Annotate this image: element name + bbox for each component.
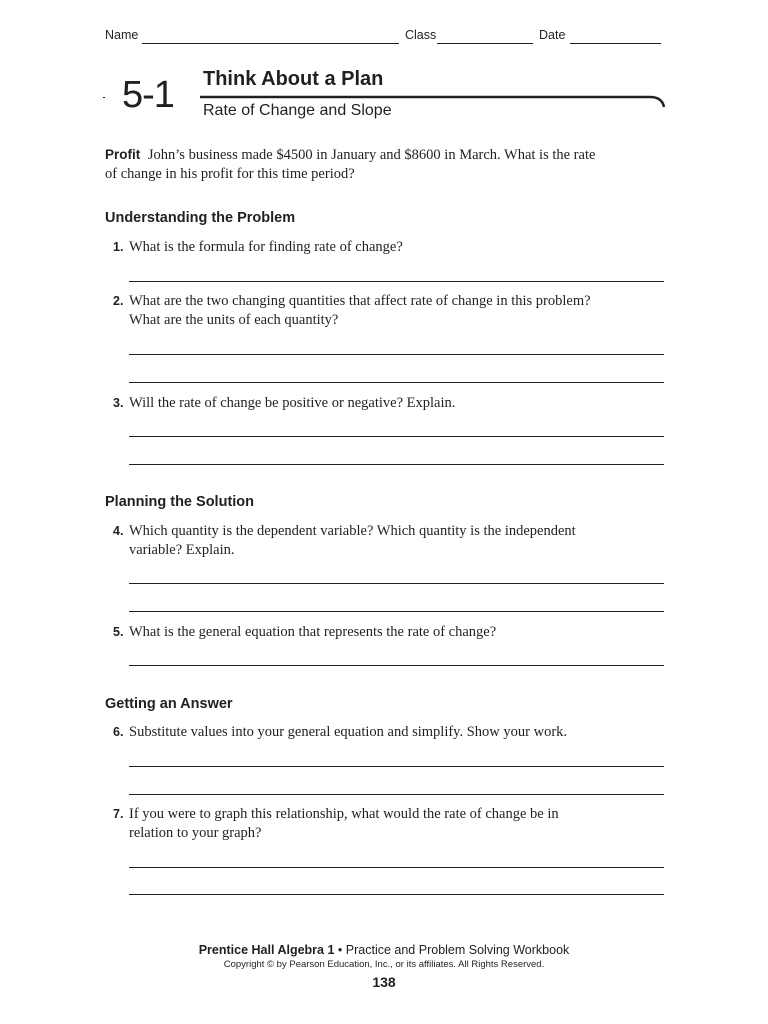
section-heading-planning: Planning the Solution <box>105 494 255 510</box>
class-field[interactable] <box>437 43 533 44</box>
answer-line[interactable] <box>129 583 664 584</box>
problem-text: John’s business made $4500 in January and $8600 in March. What is the rate of change in his profit for this time period? <box>105 147 596 182</box>
question-number: 3. <box>113 396 124 410</box>
footer-separator: • <box>337 943 343 957</box>
name-field[interactable] <box>142 43 399 44</box>
answer-line[interactable] <box>129 464 664 465</box>
answer-line[interactable] <box>129 611 664 612</box>
question-text: What is the general equation that represents the rate of change? <box>129 624 497 640</box>
question-number: 4. <box>113 524 124 538</box>
footer-book: Prentice Hall Algebra 1 <box>198 943 335 957</box>
answer-line[interactable] <box>129 867 664 868</box>
question-text: Will the rate of change be positive or negative? Explain. <box>129 395 456 411</box>
problem-statement <box>105 145 605 184</box>
question-number: 1. <box>113 240 124 254</box>
question-number: 7. <box>113 807 124 821</box>
name-label: Name <box>105 28 139 42</box>
lesson-title: Think About a Plan <box>203 68 384 90</box>
date-label: Date <box>539 28 566 42</box>
question-text: What is the formula for finding rate of change? <box>129 239 403 255</box>
answer-line[interactable] <box>129 382 664 383</box>
question-text: Which quantity is the dependent variable? Which quantity is the independent variable? Explain. <box>129 523 576 558</box>
answer-line[interactable] <box>129 766 664 767</box>
page-number: 138 <box>372 974 396 990</box>
section-heading-understanding: Understanding the Problem <box>105 210 296 226</box>
problem-lead: Profit <box>105 147 141 162</box>
question-text: If you were to graph this relationship, what would the rate of change be in relation to your graph? <box>129 806 559 841</box>
question-number: 6. <box>113 725 124 739</box>
question-number: 2. <box>113 294 124 308</box>
lesson-subtitle: Rate of Change and Slope <box>203 102 392 119</box>
answer-line[interactable] <box>129 281 664 282</box>
footer-copyright: Copyright © by Pearson Education, Inc., or its affiliates. All Rights Reserved. <box>223 959 545 970</box>
answer-line[interactable] <box>129 794 664 795</box>
answer-line[interactable] <box>129 665 664 666</box>
date-field[interactable] <box>570 43 661 44</box>
answer-line[interactable] <box>129 354 664 355</box>
footer-title <box>0 943 768 957</box>
answer-line[interactable] <box>129 436 664 437</box>
section-heading-answer: Getting an Answer <box>105 696 233 712</box>
class-label: Class <box>405 28 437 42</box>
lesson-number: 5-1 <box>122 74 174 116</box>
question-text: Substitute values into your general equation and simplify. Show your work. <box>129 724 568 740</box>
question-text: What are the two changing quantities that affect rate of change in this problem? What are the units of each quantity? <box>129 293 591 328</box>
question-number: 5. <box>113 625 124 639</box>
answer-line[interactable] <box>129 894 664 895</box>
footer-workbook: Practice and Problem Solving Workbook <box>345 943 570 957</box>
